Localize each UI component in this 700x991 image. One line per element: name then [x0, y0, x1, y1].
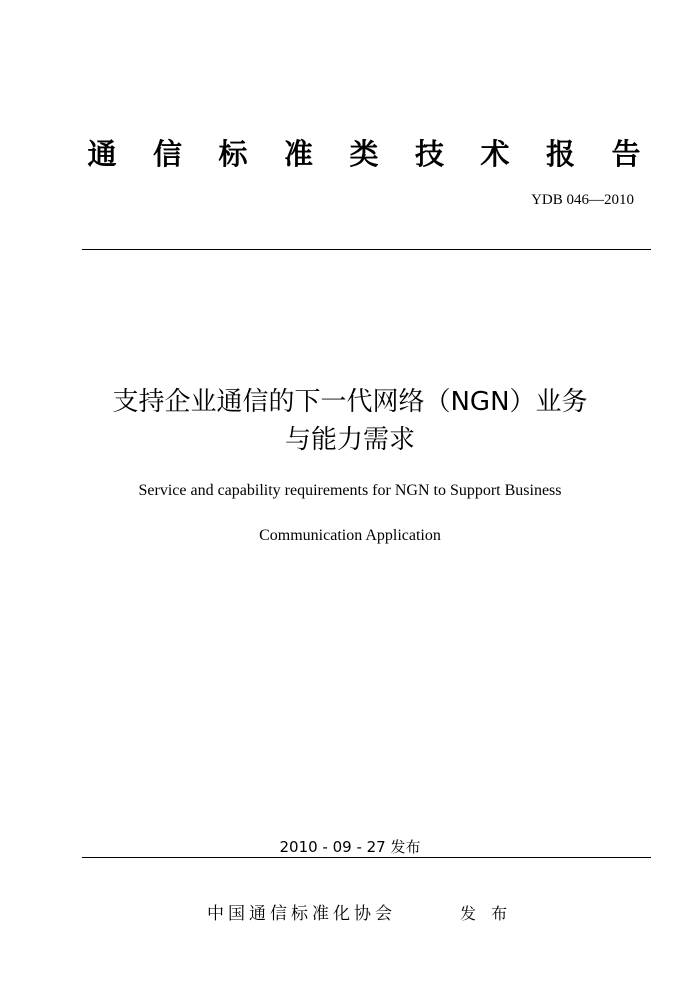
report-type-char: 通 [87, 137, 117, 171]
report-type-char: 标 [218, 137, 248, 171]
report-type-char: 准 [283, 137, 313, 171]
report-type-char: 技 [414, 137, 444, 171]
document-number: YDB 046—2010 [531, 192, 634, 208]
report-type-char: 信 [152, 137, 182, 171]
report-type-heading [84, 132, 644, 176]
footer-divider [82, 857, 651, 858]
publisher-row [0, 900, 700, 928]
report-type-char: 类 [349, 137, 379, 171]
english-title-line-1: Service and capability requirements for NGN to Support Business [138, 482, 562, 499]
report-type-char: 术 [480, 137, 510, 171]
chinese-title-line-2: 与能力需求 [284, 425, 415, 455]
publish-label: 发 布 [460, 904, 513, 923]
header-divider [82, 249, 651, 250]
report-type-char: 告 [611, 137, 641, 171]
chinese-title-line-1: 支持企业通信的下一代网络（NGN）业务 [112, 387, 588, 417]
report-type-char: 报 [545, 137, 575, 171]
release-date: 2010 - 09 - 27 发布 [279, 838, 421, 856]
publisher-name: 中国通信标准化协会 [207, 904, 396, 924]
english-title-line-2: Communication Application [259, 527, 441, 544]
